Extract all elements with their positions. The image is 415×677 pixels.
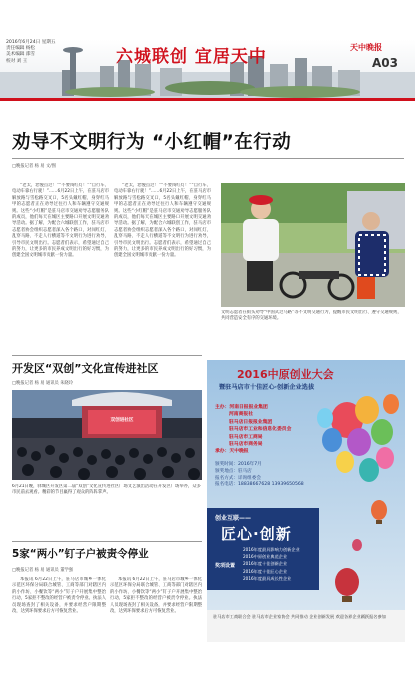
ad-banner-big: 匠心·创新 — [221, 525, 292, 543]
story3-headline: 5家“两小”钉子户被责令停业 — [12, 548, 149, 560]
ad-award-item: 2016年度十佳创新企业 — [243, 561, 288, 567]
ad-host-line: 承办：天中晚报 — [215, 449, 249, 455]
ad-awards-label: 奖项设置 — [215, 563, 236, 569]
lead-body-col2: “老太，您慢点过！”“不要闯红灯！”“自行车、电动车靠右行驶！”……6月22日上午，在驻马店市解放路与雪松路交叉口，5名头戴红帽、身穿红马甲的志愿者正在劝导过往行人和车辆遵守交通规则。这些“小红帽”是驻马店市交通劝导志愿服务队的成员，他们每天在城区主要路口开展文明交通劝导活动。据了解，为配合六城联创工作，驻马店市志愿者协会组织志愿者深入各个路口，对闯红灯、乱穿马路、不走人行横道等不文明行为进行劝导，引导市民文明出行。志愿者们表示，希望通过自己的努力，让更多的市民养成文明出行的好习惯，为创建全国文明城市贡献一份力量。 — [114, 183, 211, 259]
story3-body-col1: 本报讯 6月22日上午，驻马店市城乡一体化示范区环保分局联合城管、工商等部门对辖区内的小作坊、小餐饮等“两小”钉子户开展集中整治行动，5家拒不整改的经营户被责令停业。执法人员现场查封了相关设备，并要求经营户限期整改，达到环保要求后方可恢复营业。 — [12, 577, 106, 615]
story2-caption: 6月21日晚，驿城区开发区第二届“双创”文化宣传进社区广场文艺演出活动在开发区广场举办，众多市民前去观看。精彩的节目赢得了观众的阵阵掌声。 — [12, 484, 201, 495]
ad-signup: 报名方式：详询组委会 — [215, 475, 261, 481]
issue-date: 2016年6月24日 星期五 — [6, 40, 56, 45]
designer-credit: 美术编辑 邵雪 — [6, 52, 36, 58]
ad-award-item: 2016年度最具成长性企业 — [243, 575, 292, 581]
stage-photo — [12, 390, 202, 480]
ad-event-time: 颁奖时间：2016年7月 — [215, 462, 262, 467]
ad-banner-small: 创业互联—— — [215, 515, 252, 522]
ad-host-line: 河南商报社 — [229, 412, 253, 418]
lead-photo-caption: 文明志愿者在街头劝导“中国式过马路”等不文明交通行为，提醒市民文明出行、遵守交通规则，共同营造安全有序的交通环境。 — [221, 310, 402, 321]
story3-rule — [12, 541, 202, 542]
masthead-rule — [0, 98, 415, 101]
newspaper-logo: 天中晚报 — [350, 42, 382, 52]
ad-host-line: 驻马店市商务局 — [229, 442, 263, 448]
ad-host-line: 驻马店日报报业集团 — [229, 419, 273, 425]
lead-body-col1: “老太，您慢点过！”“不要闯红灯！”“自行车、电动车靠右行驶！”……6月22日上午，在驻马店市解放路与雪松路交叉口，5名头戴红帽、身穿红马甲的志愿者正在劝导过往行人和车辆遵守交通规则。这些“小红帽”是驻马店市交通劝导志愿服务队的成员，他们每天在城区主要路口开展文明交通劝导活动。据了解，为配合六城联创工作，驻马店市志愿者协会组织志愿者深入各个路口，对闯红灯、乱穿马路、不走人行横道等不文明行为进行劝导，引导市民文明出行。志愿者们表示，希望通过自己的努力，让更多的市民养成文明出行的好习惯，为创建全国文明城市贡献一份力量。 — [12, 183, 109, 259]
masthead-meta — [6, 40, 55, 65]
lead-headline: 劝导不文明行为 “小红帽”在行动 — [12, 132, 292, 153]
stage-banner-text: 双创进社区 — [110, 418, 134, 423]
ad-award-item: 2016中原创业典范企业 — [243, 554, 288, 560]
ad-footer-text: 驻马店市工商联合会 驻马店市企业家协会 共同推动 企业创新发展 欢迎各界企业踊跃报名参加 — [213, 614, 386, 619]
editor-credit: 责任编辑 杨松 — [6, 46, 36, 52]
ad-award-item: 2016年度十佳匠心企业 — [243, 568, 288, 574]
ad-awards-list — [243, 546, 323, 582]
masthead — [0, 0, 415, 99]
volunteer-photo — [221, 183, 405, 307]
ad-event-place: 颁奖地点：驻马店 — [215, 468, 252, 474]
ad-award-item: 2016年度最具影响力创新企业 — [243, 547, 300, 552]
story2-byline: □晚报记者 杨 易 通讯员 朱晓玲 — [12, 381, 74, 386]
page-number: A03 — [372, 56, 398, 70]
lead-byline: □晚报记者 杨 易 文/图 — [12, 164, 56, 169]
story3-byline: □晚报记者 杨 易 通讯员 董学强 — [12, 568, 74, 573]
ad-event-info — [215, 462, 335, 489]
story2-photo — [12, 390, 202, 480]
ad-host-line: 驻马店市工商局 — [229, 434, 263, 440]
ad-host-line: 驻马店市工业和信息化委员会 — [229, 427, 292, 433]
ad-subtitle: 暨驻马店市十佳匠心·创新企业选拔 — [219, 384, 315, 391]
story2-rule — [12, 355, 202, 356]
headline-rule — [12, 158, 404, 159]
proofreader-credit: 校对 刘 王 — [6, 58, 28, 64]
section-slogan: 六城联创 宜居天中 — [116, 47, 267, 67]
story2-headline: 开发区“双创”文化宣传进社区 — [12, 362, 159, 375]
story3-body-col2: 本报讯 6月22日上午，驻马店市城乡一体化示范区环保分局联合城管、工商等部门对辖区内的小作坊、小餐饮等“两小”钉子户开展集中整治行动，5家拒不整改的经营户被责令停业。执法人员现场查封了相关设备，并要求经营户限期整改，达到环保要求后方可恢复营业。 — [110, 577, 202, 615]
ad-phone: 报名电话：18838667628 13939650568 — [215, 482, 304, 488]
ad-footer — [207, 610, 405, 642]
ad-title: 2016中原创业大会 — [237, 368, 334, 381]
lead-photo — [221, 183, 405, 307]
ad-balloons — [207, 360, 405, 642]
ad-panel — [207, 360, 405, 642]
ad-hosts — [215, 404, 325, 456]
ad-host-line: 主办：河南日报报业集团 — [215, 405, 268, 410]
